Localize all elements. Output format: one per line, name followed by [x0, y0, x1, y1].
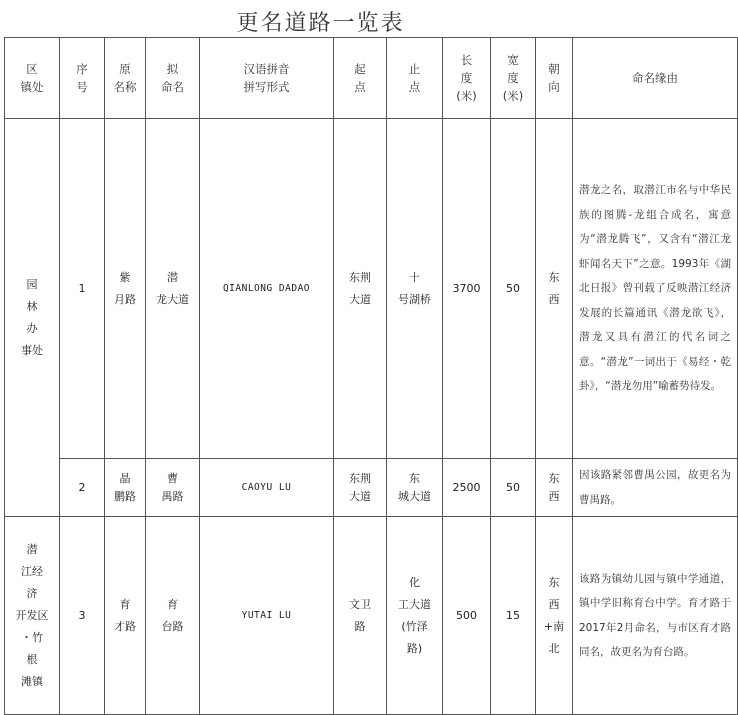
cell-start: 东荆 大道	[334, 459, 387, 517]
page-title: 更名道路一览表	[236, 11, 405, 36]
cell-pinyin: QIANLONG DADAO	[200, 119, 334, 459]
cell-new-name: 曹 禺路	[146, 459, 200, 517]
header-reason: 命名缘由	[573, 38, 738, 119]
cell-pinyin: YUTAI LU	[200, 517, 334, 715]
header-orig-name: 原 名称	[105, 38, 146, 119]
cell-orig-name: 紫 月路	[105, 119, 146, 459]
header-seq: 序 号	[60, 38, 105, 119]
header-pinyin: 汉语拼音 拼写形式	[200, 38, 334, 119]
cell-length: 2500	[443, 459, 491, 517]
cell-new-name: 潜 龙大道	[146, 119, 200, 459]
cell-end: 十 号湖桥	[387, 119, 443, 459]
cell-pinyin: CAOYU LU	[200, 459, 334, 517]
cell-new-name: 育 台路	[146, 517, 200, 715]
cell-width: 50	[491, 119, 536, 459]
header-start: 起 点	[334, 38, 387, 119]
cell-end: 化 工大道 (竹泽 路)	[387, 517, 443, 715]
header-new-name: 拟 命名	[146, 38, 200, 119]
header-end: 止 点	[387, 38, 443, 119]
header-row	[5, 38, 738, 119]
cell-district: 潜 江经 济 开发区 ・竹 根 滩镇	[5, 517, 60, 715]
cell-start: 东荆 大道	[334, 119, 387, 459]
cell-length: 500	[443, 517, 491, 715]
cell-direction: 东 西	[536, 119, 573, 459]
cell-orig-name: 晶 鹏路	[105, 459, 146, 517]
cell-reason: 因该路紧邻曹禺公园，故更名为曹禺路。	[573, 459, 738, 517]
cell-direction: 东 西+南北	[536, 517, 573, 715]
cell-orig-name: 育 才路	[105, 517, 146, 715]
cell-reason: 潜龙之名，取潜江市名与中华民族的图腾-龙组合成名，寓意为“潜龙腾飞”，又含有“潜江龙虾闻名天下”之意。1993年《湖北日报》曾刊载了反映潜江经济发展的长篇通讯《潜龙欲飞》，潜龙又具有潜江的代名词之意。“潜龙”一词出于《易经・乾卦》，“潜龙勿用”喻蓄势待发。	[573, 119, 738, 459]
road-rename-table	[4, 37, 738, 715]
cell-start: 文卫 路	[334, 517, 387, 715]
cell-width: 15	[491, 517, 536, 715]
header-direction: 朝 向	[536, 38, 573, 119]
cell-length: 3700	[443, 119, 491, 459]
cell-seq: 1	[60, 119, 105, 459]
cell-reason: 该路为镇幼儿园与镇中学通道，镇中学旧称育台中学。育才路于2017年2月命名，与市区育才路同名，故更名为育台路。	[573, 517, 738, 715]
cell-end: 东 城大道	[387, 459, 443, 517]
cell-direction: 东 西	[536, 459, 573, 517]
table-row	[5, 119, 738, 459]
header-district: 区 镇处	[5, 38, 60, 119]
cell-district: 园 林 办 事处	[5, 119, 60, 517]
table-row	[5, 517, 738, 715]
cell-width: 50	[491, 459, 536, 517]
cell-seq: 2	[60, 459, 105, 517]
header-width: 宽 度 (米)	[491, 38, 536, 119]
cell-seq: 3	[60, 517, 105, 715]
header-length: 长 度 (米)	[443, 38, 491, 119]
table-row	[5, 459, 738, 517]
